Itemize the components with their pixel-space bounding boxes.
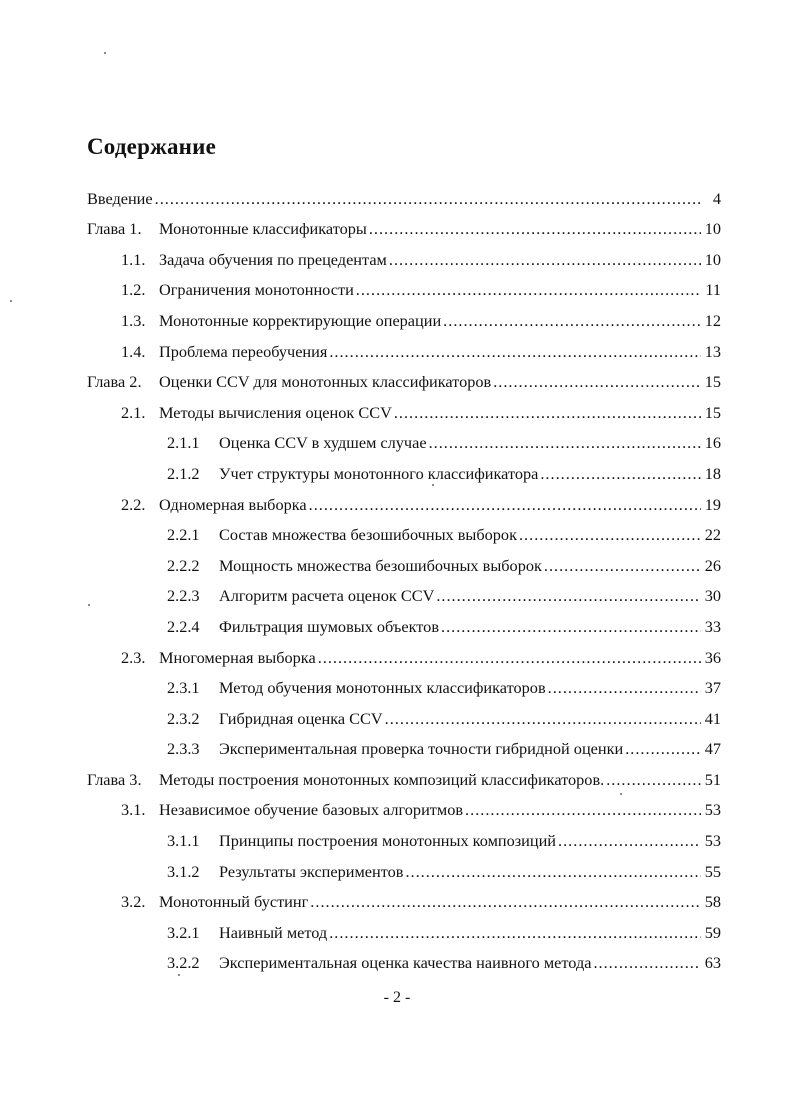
toc-entry-label: Учет структуры монотонного классификатора xyxy=(219,463,539,483)
toc-entry xyxy=(87,392,721,423)
toc-entry-label: Независимое обучение базовых алгоритмов xyxy=(159,800,464,820)
scan-speck xyxy=(178,974,180,976)
toc-entry-label: Методы построения монотонных композиций классификаторов. xyxy=(159,769,605,789)
toc-entry xyxy=(87,698,721,729)
toc-entry-number: 3.2.2 xyxy=(167,953,200,973)
toc-entry-label: Гибридная оценка CCV xyxy=(219,708,383,728)
dot-leader xyxy=(155,189,701,209)
toc-entry-label: Задача обучения по прецедентам xyxy=(159,249,387,269)
toc-entry-label: Мощность множества безошибочных выборок xyxy=(219,555,542,575)
toc-entry xyxy=(87,545,721,576)
dot-leader xyxy=(389,250,701,270)
toc-entry-page: 47 xyxy=(704,739,721,759)
dot-leader xyxy=(356,280,701,300)
page-title: Содержание xyxy=(87,134,216,159)
dot-leader xyxy=(443,311,701,331)
toc-entry-number: 1.4. xyxy=(121,341,146,361)
dot-leader xyxy=(385,709,701,729)
toc-entry-page: 12 xyxy=(704,310,721,330)
toc-entry-page: 4 xyxy=(712,188,721,208)
toc-entry-label: Методы вычисления оценок CCV xyxy=(159,402,392,422)
toc-entry-number: 1.1. xyxy=(121,249,146,269)
toc-entry xyxy=(87,606,721,637)
toc-entry-label: Результаты экспериментов xyxy=(219,861,404,881)
dot-leader xyxy=(369,219,701,239)
toc-entry-label: Оценки CCV для монотонных классификаторов xyxy=(159,372,492,392)
toc-entry-number: Глава 1. xyxy=(87,219,142,239)
toc-entry-label: Состав множества безошибочных выборок xyxy=(219,525,517,545)
toc-entry-number: 2.1. xyxy=(121,402,146,422)
toc-entry-page: 26 xyxy=(704,555,721,575)
toc-entry-number: 1.3. xyxy=(121,310,146,330)
dot-leader xyxy=(540,464,701,484)
toc-entry xyxy=(87,515,721,546)
table-of-contents xyxy=(87,178,721,973)
dot-leader xyxy=(441,617,701,637)
toc-entry-page: 53 xyxy=(704,800,721,820)
scan-speck xyxy=(104,52,106,54)
dot-leader xyxy=(558,831,701,851)
toc-entry-page: 53 xyxy=(704,831,721,851)
toc-entry-page: 41 xyxy=(704,708,721,728)
toc-entry xyxy=(87,239,721,270)
toc-entry-page: 63 xyxy=(704,953,721,973)
dot-leader xyxy=(544,556,701,576)
toc-entry xyxy=(87,668,721,699)
scan-speck xyxy=(88,604,90,606)
toc-entry-page: 55 xyxy=(704,861,721,881)
toc-entry-number: Глава 2. xyxy=(87,372,142,392)
toc-entry xyxy=(87,759,721,790)
toc-entry-page: 51 xyxy=(704,769,721,789)
dot-leader xyxy=(548,678,701,698)
toc-entry-number: 2.3.2 xyxy=(167,708,200,728)
dot-leader xyxy=(405,862,701,882)
toc-entry xyxy=(87,331,721,362)
toc-entry xyxy=(87,300,721,331)
toc-entry-page: 37 xyxy=(704,678,721,698)
scan-speck xyxy=(432,484,434,486)
toc-entry xyxy=(87,912,721,943)
toc-entry-label: Экспериментальная оценка качества наивного метода xyxy=(219,953,592,973)
dot-leader xyxy=(436,586,701,606)
toc-entry xyxy=(87,637,721,668)
dot-leader xyxy=(329,923,701,943)
dot-leader xyxy=(318,648,701,668)
toc-entry-page: 30 xyxy=(704,586,721,606)
dot-leader xyxy=(625,739,701,759)
dot-leader xyxy=(329,342,701,362)
toc-entry-label: Введение xyxy=(87,188,153,208)
toc-entry xyxy=(87,178,721,209)
dot-leader xyxy=(429,433,701,453)
toc-entry-label: Оценка CCV в худшем случае xyxy=(219,433,427,453)
toc-entry-page: 22 xyxy=(704,525,721,545)
toc-entry-number: 2.1.1 xyxy=(167,433,200,453)
scan-speck xyxy=(620,793,622,795)
toc-entry xyxy=(87,453,721,484)
toc-entry-page: 15 xyxy=(704,372,721,392)
toc-entry xyxy=(87,270,721,301)
toc-entry-number: 2.3.1 xyxy=(167,678,200,698)
toc-entry-label: Монотонные классификаторы xyxy=(159,219,367,239)
toc-entry xyxy=(87,851,721,882)
toc-entry-number: 3.2.1 xyxy=(167,922,200,942)
toc-entry-label: Экспериментальная проверка точности гибридной оценки xyxy=(219,739,624,759)
toc-entry-label: Проблема переобучения xyxy=(159,341,328,361)
toc-entry-page: 33 xyxy=(704,616,721,636)
toc-entry xyxy=(87,423,721,454)
toc-entry-label: Монотонный бустинг xyxy=(159,892,309,912)
toc-entry-number: 2.2.4 xyxy=(167,616,200,636)
toc-entry-number: 2.2. xyxy=(121,494,146,514)
toc-entry xyxy=(87,882,721,913)
toc-entry-number: 2.2.1 xyxy=(167,525,200,545)
toc-entry-number: 3.1.1 xyxy=(167,831,200,851)
toc-entry-label: Ограничения монотонности xyxy=(159,280,354,300)
toc-entry-label: Наивный метод xyxy=(219,922,328,942)
toc-entry-number: 2.1.2 xyxy=(167,463,200,483)
dot-leader xyxy=(519,525,701,545)
toc-entry-page: 11 xyxy=(705,280,721,300)
toc-entry-label: Монотонные корректирующие операции xyxy=(159,310,442,330)
toc-entry xyxy=(87,729,721,760)
toc-entry-number: 2.3.3 xyxy=(167,739,200,759)
toc-entry xyxy=(87,362,721,393)
toc-entry-page: 58 xyxy=(704,892,721,912)
toc-entry-page: 13 xyxy=(704,341,721,361)
toc-entry-label: Принципы построения монотонных композиций xyxy=(219,831,557,851)
toc-entry-page: 19 xyxy=(704,494,721,514)
toc-entry-page: 36 xyxy=(704,647,721,667)
toc-entry xyxy=(87,209,721,240)
dot-leader xyxy=(606,770,701,790)
toc-entry-number: 2.2.3 xyxy=(167,586,200,606)
toc-entry xyxy=(87,576,721,607)
dot-leader xyxy=(465,800,701,820)
toc-entry-label: Многомерная выборка xyxy=(159,647,316,667)
toc-entry-number: 3.1. xyxy=(121,800,146,820)
toc-entry xyxy=(87,820,721,851)
toc-entry-number: Глава 3. xyxy=(87,769,142,789)
toc-entry xyxy=(87,790,721,821)
toc-entry-page: 10 xyxy=(704,219,721,239)
dot-leader xyxy=(593,953,701,973)
toc-entry-number: 3.2. xyxy=(121,892,146,912)
dot-leader xyxy=(493,372,701,392)
toc-entry-number: 2.3. xyxy=(121,647,146,667)
toc-entry-page: 59 xyxy=(704,922,721,942)
toc-entry-page: 16 xyxy=(704,433,721,453)
page-number-footer: - 2 - xyxy=(383,989,411,1006)
dot-leader xyxy=(310,892,701,912)
toc-entry-number: 3.1.2 xyxy=(167,861,200,881)
toc-entry-number: 1.2. xyxy=(121,280,146,300)
toc-entry-page: 10 xyxy=(704,249,721,269)
dot-leader xyxy=(394,403,701,423)
toc-entry xyxy=(87,484,721,515)
toc-entry-label: Фильтрация шумовых объектов xyxy=(219,616,440,636)
toc-entry-label: Алгоритм расчета оценок CCV xyxy=(219,586,435,606)
scan-speck xyxy=(10,300,12,302)
toc-entry-number: 2.2.2 xyxy=(167,555,200,575)
dot-leader xyxy=(309,495,701,515)
toc-entry-label: Метод обучения монотонных классификаторов xyxy=(219,678,546,698)
toc-entry-page: 18 xyxy=(704,463,721,483)
toc-entry xyxy=(87,943,721,974)
toc-entry-label: Одномерная выборка xyxy=(159,494,307,514)
toc-entry-page: 15 xyxy=(704,402,721,422)
